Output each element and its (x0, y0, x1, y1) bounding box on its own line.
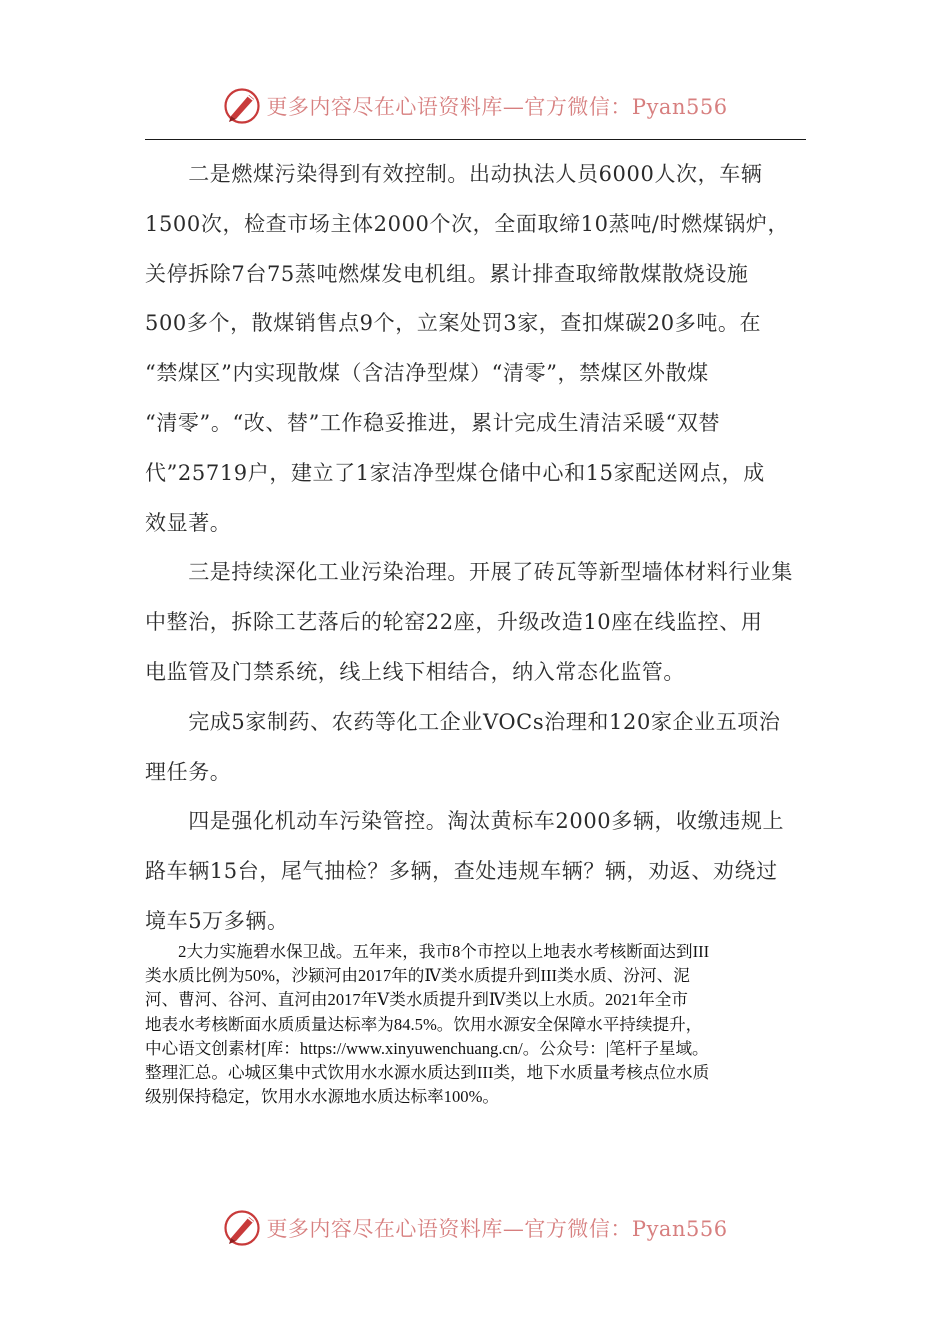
body-line: “禁煤区”内实现散煤（含洁净型煤）“清零”，禁煤区外散煤 (145, 361, 709, 386)
body-line: 路车辆15台，尾气抽检？多辆，查处违规车辆？辆，劝返、劝绕过 (145, 859, 778, 884)
body-line: 二是燃煤污染得到有效控制。出动执法人员6000人次，车辆 (145, 162, 763, 186)
small-line: 类水质比例为50%，沙颍河由2017年的Ⅳ类水质提升到III类水质、汾河、泥 (145, 966, 690, 986)
header-divider (145, 139, 806, 140)
body-paragraphs (145, 150, 807, 947)
small-line: 2大力实施碧水保卫战。五年来，我市8个市控以上地表水考核断面达到III (145, 942, 710, 961)
body-line: 完成5家制药、农药等化工企业VOCs治理和120家企业五项治 (145, 709, 781, 734)
footer-banner (0, 1206, 950, 1250)
body-line: 代”25719户，建立了1家洁净型煤仓储中心和15家配送网点，成 (145, 460, 765, 485)
body-line: 1500次，检查市场主体2000个次，全面取缔10蒸吨/时燃煤锅炉， (145, 211, 790, 236)
body-line: 效显著。 (145, 510, 232, 535)
body-line: 境车5万多辆。 (145, 908, 289, 933)
body-line: 三是持续深化工业污染治理。开展了砖瓦等新型墙体材料行业集 (145, 560, 793, 585)
header-banner-text: 更多内容尽在心语资料库—官方微信：Pyan556 (266, 95, 728, 119)
pen-logo-icon (222, 1208, 262, 1248)
small-line: 河、曹河、谷河、直河由2017年Ⅴ类水质提升到Ⅳ类以上水质。2021年全市 (145, 990, 688, 1010)
header-banner (0, 84, 950, 128)
small-line: 地表水考核断面水质质量达标率为84.5%。饮用水源安全保障水平持续提升， (145, 1014, 703, 1034)
small-line: 整理汇总。心城区集中式饮用水水源水质达到III类，地下水质量考核点位水质 (145, 1062, 710, 1082)
small-line: 级别保持稳定，饮用水水源地水质达标率100%。 (145, 1087, 499, 1107)
footer-banner-text: 更多内容尽在心语资料库—官方微信：Pyan556 (266, 1217, 728, 1241)
water-protection-paragraph (145, 940, 807, 1109)
body-line: 电监管及门禁系统，线上线下相结合，纳入常态化监管。 (145, 659, 685, 684)
body-line: 关停拆除7台75蒸吨燃煤发电机组。累计排查取缔散煤散烧设施 (145, 261, 749, 286)
body-line: 理任务。 (145, 759, 232, 784)
body-line: 四是强化机动车污染管控。淘汰黄标车2000多辆，收缴违规上 (145, 809, 785, 834)
small-line: 中心语文创素材[库：https://www.xinyuwenchuang.cn/。公众号：|笔杆子星域。 (145, 1038, 709, 1058)
body-line: “清零”。“改、替”工作稳妥推进，累计完成生清洁采暖“双替 (145, 410, 721, 435)
body-line: 500多个，散煤销售点9个，立案处罚3家，查扣煤碳20多吨。在 (145, 311, 762, 336)
body-line: 中整治，拆除工艺落后的轮窑22座，升级改造10座在线监控、用 (145, 610, 763, 635)
pen-logo-icon (222, 86, 262, 126)
